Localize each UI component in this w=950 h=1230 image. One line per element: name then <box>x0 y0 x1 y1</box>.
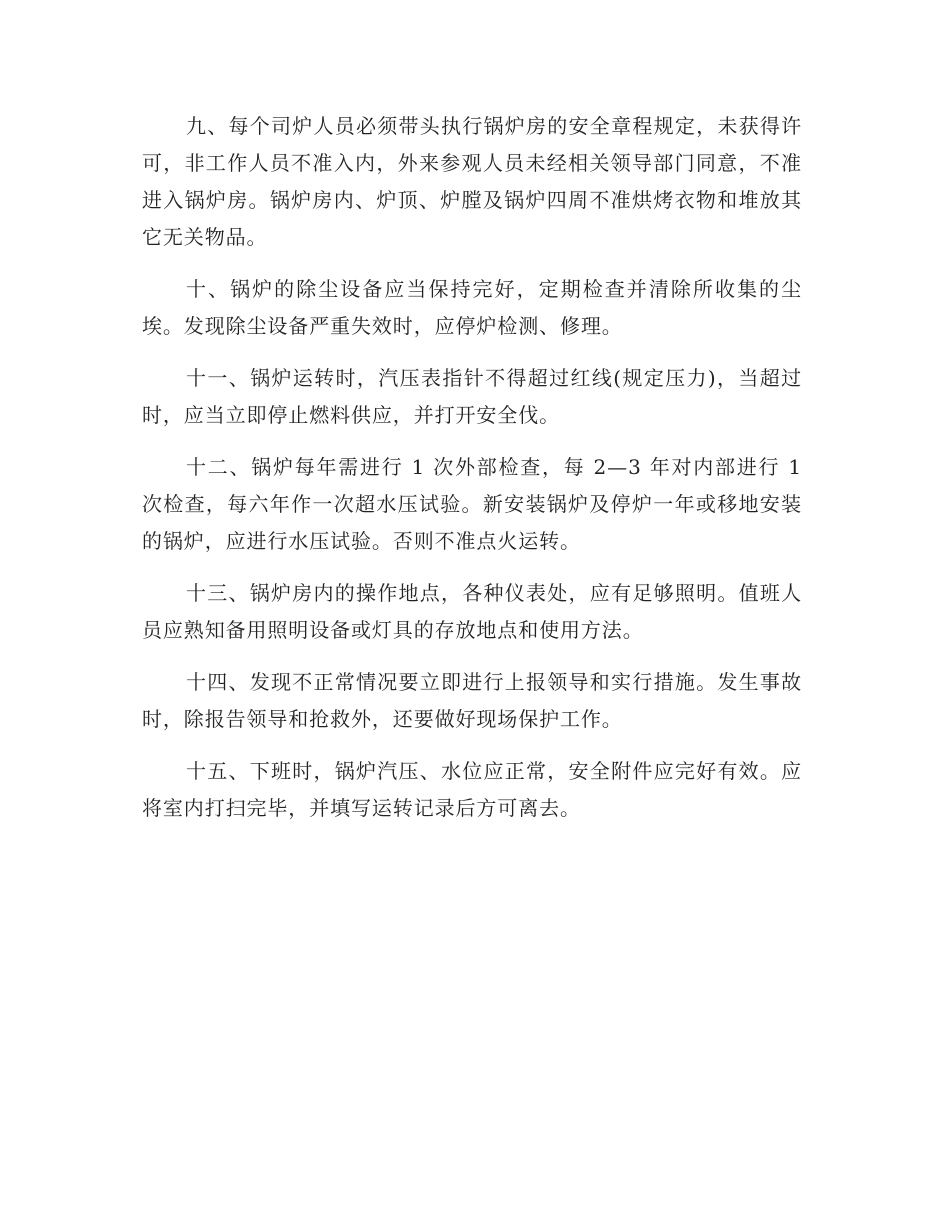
paragraph-14: 十四、发现不正常情况要立即进行上报领导和实行措施。发生事故时，除报告领导和抢救外，还要做好现场保护工作。 <box>142 670 802 731</box>
paragraph-13: 十三、锅炉房内的操作地点，各种仪表处，应有足够照明。值班人员应熟知备用照明设备或灯具的存放地点和使用方法。 <box>142 581 802 642</box>
paragraph-9: 九、每个司炉人员必须带头执行锅炉房的安全章程规定，未获得许可，非工作人员不准入内，外来参观人员未经相关领导部门同意，不准进入锅炉房。锅炉房内、炉顶、炉膛及锅炉四周不准烘烤衣物和堆放其它无关物品。 <box>142 114 802 249</box>
paragraph-11: 十一、锅炉运转时，汽压表指针不得超过红线(规定压力)，当超过时，应当立即停止燃料供应，并打开安全伐。 <box>142 366 802 427</box>
paragraph-10: 十、锅炉的除尘设备应当保持完好，定期检查并清除所收集的尘埃。发现除尘设备严重失效时，应停炉检测、修理。 <box>142 277 802 338</box>
paragraph-15: 十五、下班时，锅炉汽压、水位应正常，安全附件应完好有效。应将室内打扫完毕，并填写运转记录后方可离去。 <box>142 759 802 820</box>
document-body <box>142 108 802 842</box>
paragraph-12: 十二、锅炉每年需进行 1 次外部检查，每 2—3 年对内部进行 1 次检查，每六年作一次超水压试验。新安装锅炉及停炉一年或移地安装的锅炉，应进行水压试验。否则不准点火运转。 <box>142 455 802 553</box>
